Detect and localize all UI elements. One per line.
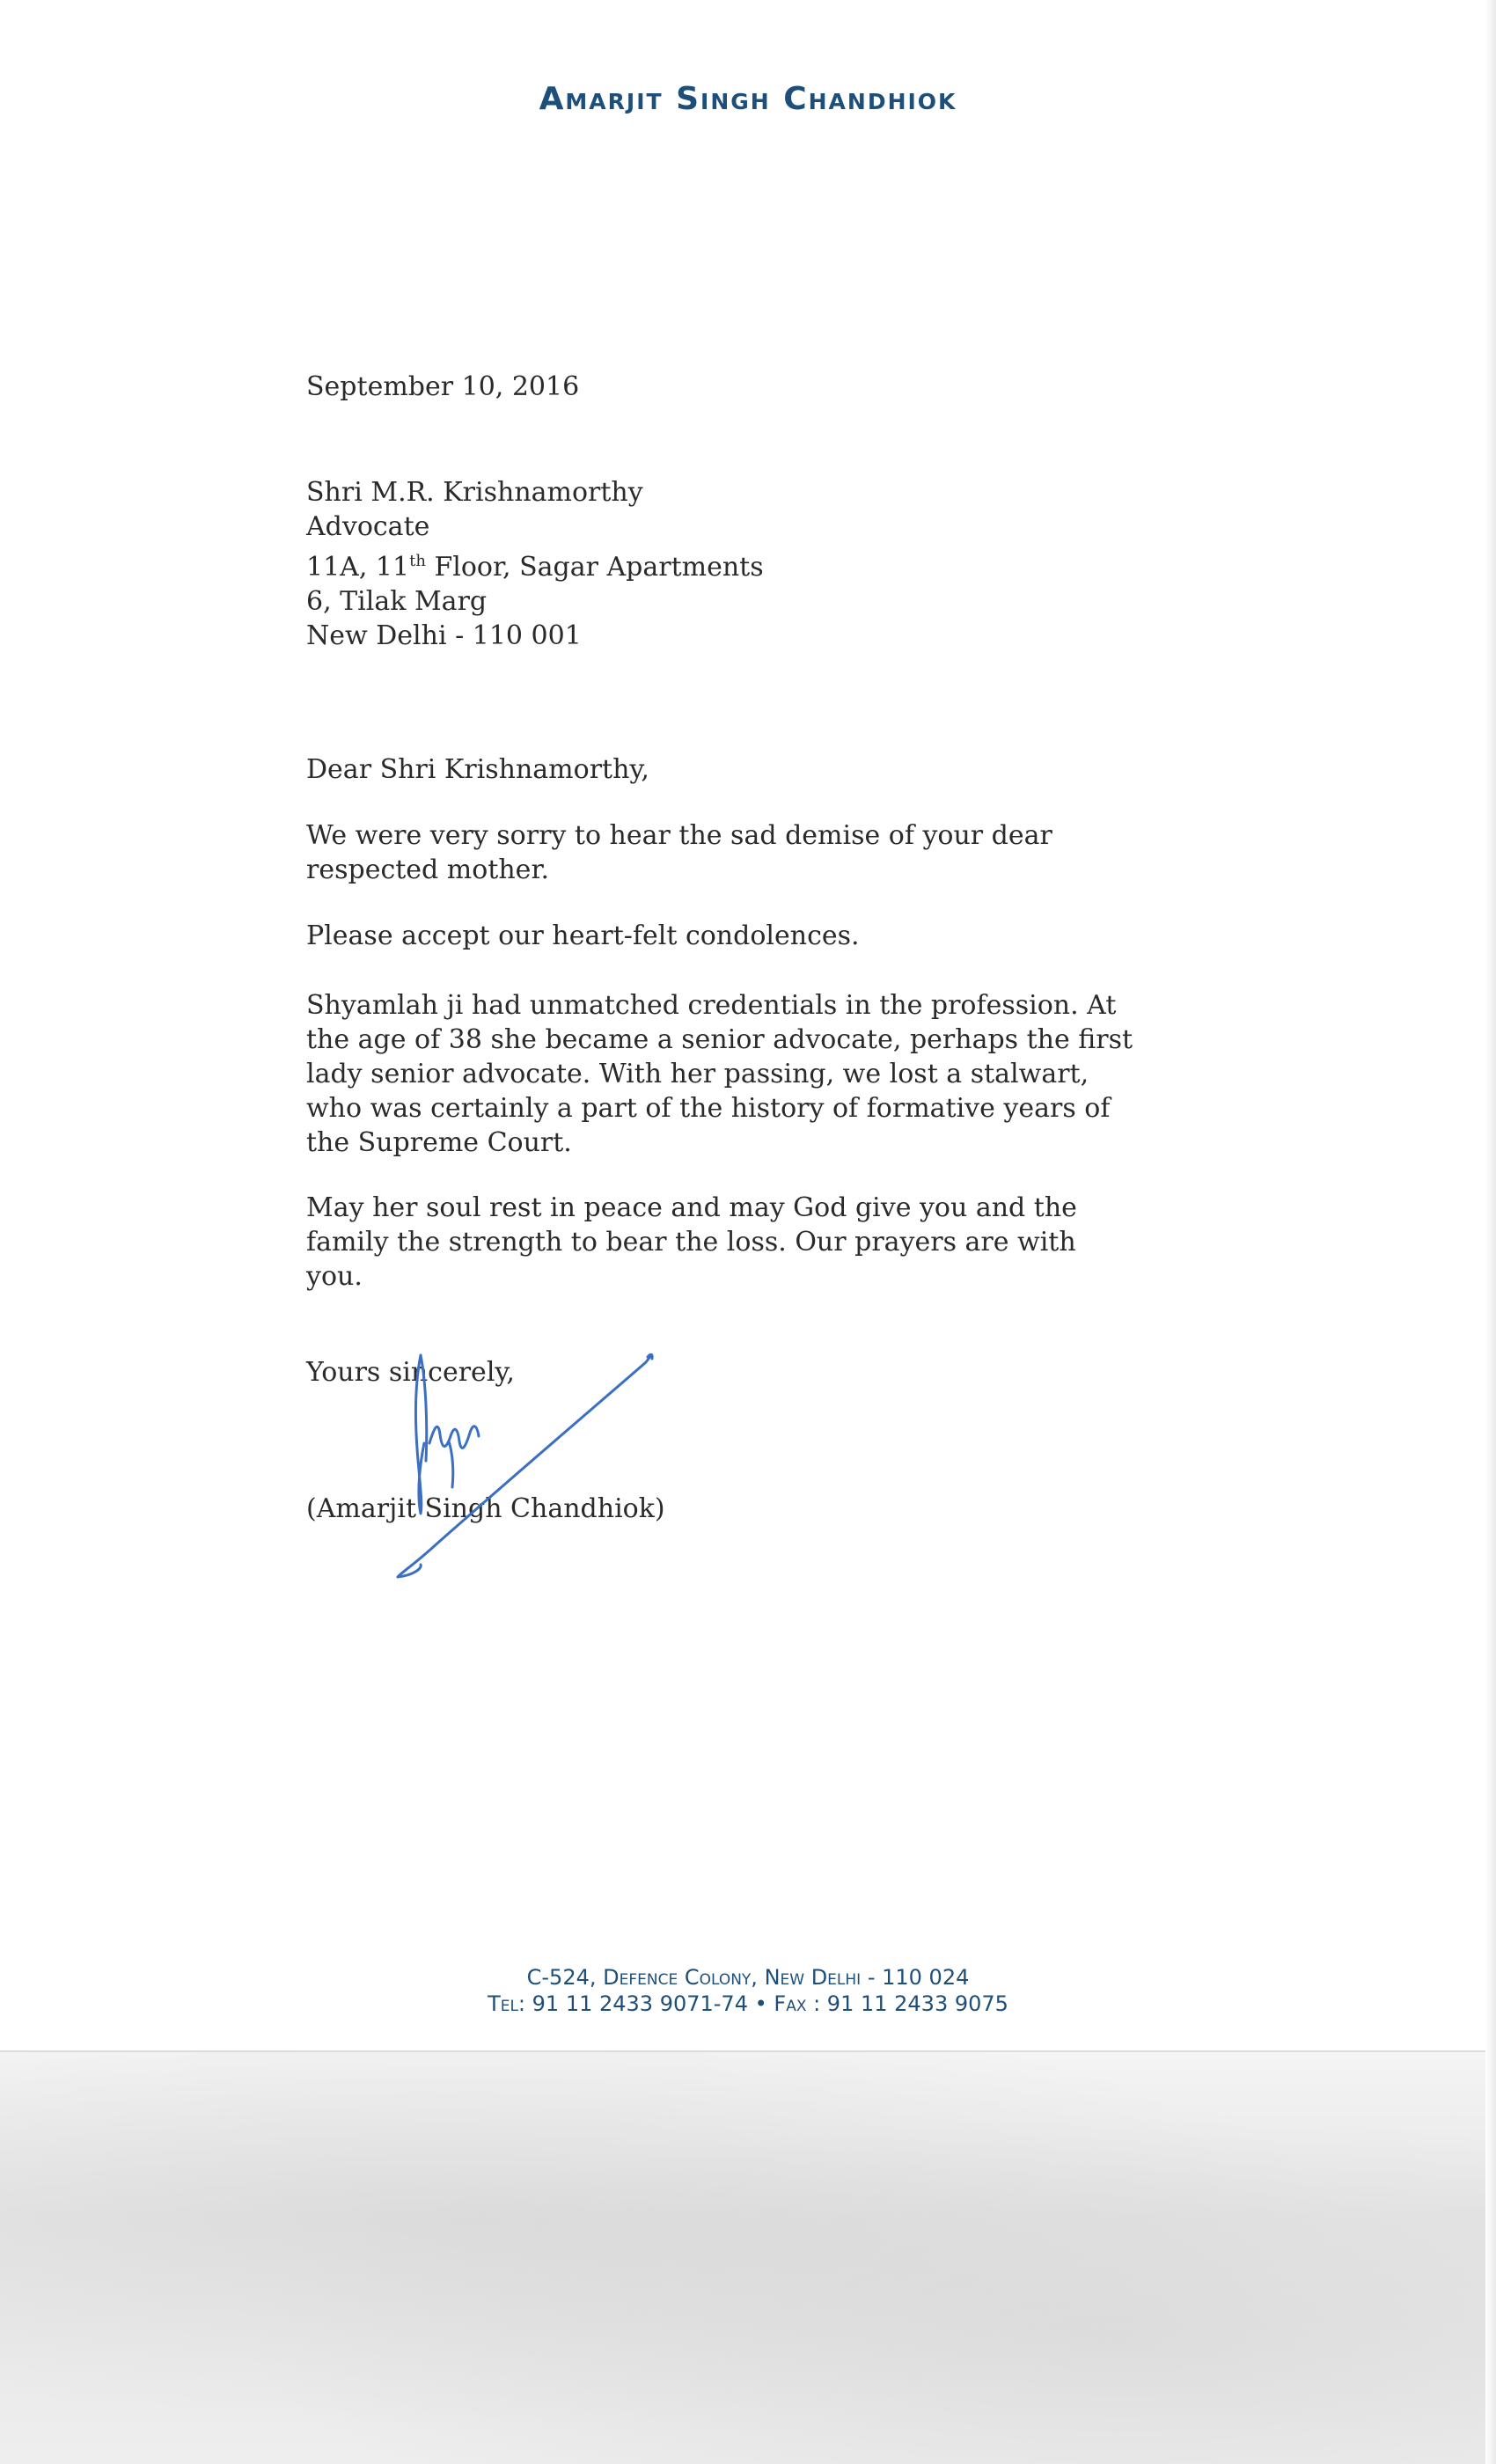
paragraph-line: family the strength to bear the loss. Our prayers are with bbox=[306, 1227, 1076, 1258]
letterhead-name: Amarjit Singh Chandhiok bbox=[539, 81, 957, 117]
address-prefix: 11A, 11 bbox=[306, 552, 410, 583]
scanner-background bbox=[0, 2052, 1496, 2464]
recipient-street: 6, Tilak Marg bbox=[306, 586, 488, 617]
footer-contact: Tel: 91 11 2433 9071-74 • Fax : 91 11 2433 9075 bbox=[488, 1991, 1008, 2016]
address-suffix: Floor, Sagar Apartments bbox=[425, 552, 764, 583]
salutation: Dear Shri Krishnamorthy, bbox=[306, 754, 649, 785]
paragraph-line: who was certainly a part of the history of formative years of bbox=[306, 1093, 1111, 1124]
paragraph-line: May her soul rest in peace and may God give you and the bbox=[306, 1192, 1077, 1223]
paragraph-line: you. bbox=[306, 1261, 363, 1292]
recipient-address-line bbox=[306, 544, 764, 584]
paragraph-line: the age of 38 she became a senior advocate, perhaps the first bbox=[306, 1024, 1133, 1055]
paragraph-2 bbox=[306, 919, 860, 953]
recipient-city: New Delhi - 110 001 bbox=[306, 620, 582, 651]
page-edge-shadow bbox=[1485, 0, 1496, 2464]
handwritten-signature bbox=[378, 1338, 678, 1602]
paragraph-line: We were very sorry to hear the sad demise of your dear bbox=[306, 820, 1052, 851]
paragraph-1 bbox=[306, 818, 1052, 887]
signatory-name: (Amarjit Singh Chandhiok) bbox=[306, 1493, 665, 1524]
paragraph-line: respected mother. bbox=[306, 854, 550, 885]
footer-address: C-524, Defence Colony, New Delhi - 110 024 bbox=[526, 1965, 970, 1990]
address-sup: th bbox=[409, 552, 426, 570]
recipient-name: Shri M.R. Krishnamorthy bbox=[306, 477, 643, 508]
paragraph-4 bbox=[306, 1191, 1077, 1294]
recipient-title: Advocate bbox=[306, 511, 430, 542]
closing: Yours sincerely, bbox=[306, 1357, 515, 1388]
paragraph-line: Please accept our heart-felt condolences. bbox=[306, 920, 860, 951]
recipient-address bbox=[306, 475, 764, 653]
letter-date: September 10, 2016 bbox=[306, 371, 580, 402]
paragraph-line: the Supreme Court. bbox=[306, 1127, 572, 1158]
paragraph-3 bbox=[306, 988, 1133, 1160]
paragraph-line: lady senior advocate. With her passing, we lost a stalwart, bbox=[306, 1059, 1089, 1089]
paragraph-line: Shyamlah ji had unmatched credentials in the profession. At bbox=[306, 990, 1117, 1021]
